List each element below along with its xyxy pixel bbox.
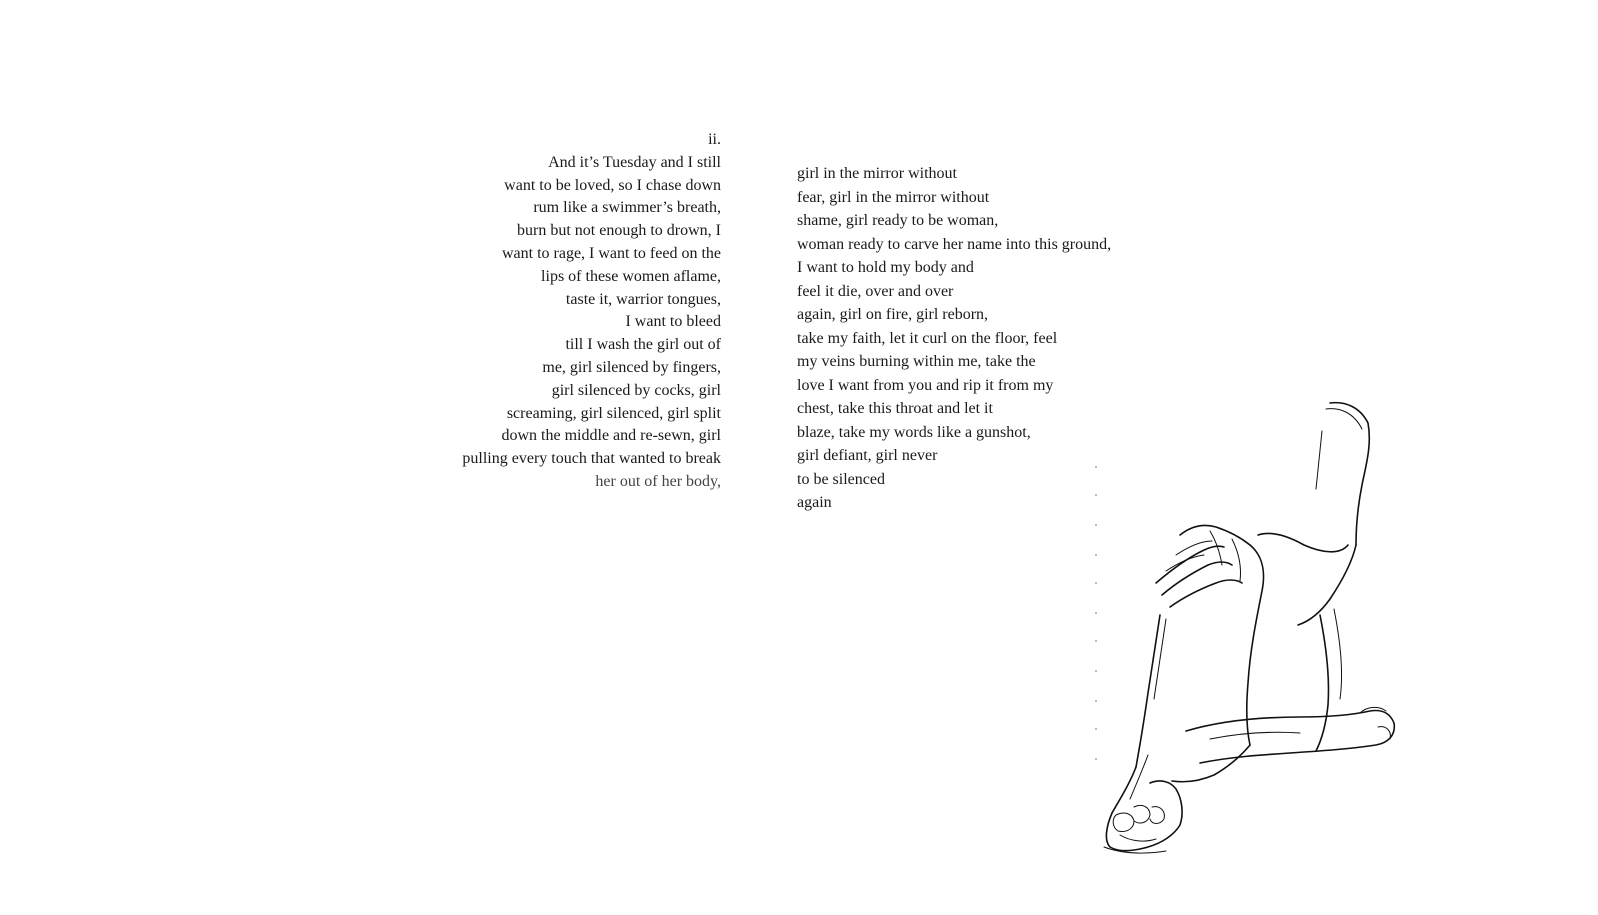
poem-line: taste it, warrior tongues, xyxy=(565,290,721,308)
poem-line: screaming, girl silenced, girl split xyxy=(506,404,721,422)
sketch-guide-dots xyxy=(1095,466,1097,760)
poem-line: down the middle and re-sewn, girl xyxy=(501,427,721,445)
poem-line: woman ready to carve her name into this ground, xyxy=(797,235,1112,253)
poem-line: her out of her body, xyxy=(595,472,721,490)
poem-line: to be silenced xyxy=(797,470,885,488)
poem-line: lips of these women aflame, xyxy=(541,267,721,285)
poem-line: shame, girl ready to be woman, xyxy=(797,212,999,229)
poem-line: girl in the mirror without xyxy=(797,165,957,182)
poem-line: I want to hold my body and xyxy=(797,259,974,276)
poem-line: pulling every touch that wanted to break xyxy=(462,450,721,468)
poem-line: again xyxy=(797,494,832,511)
poem-line: love I want from you and rip it from my xyxy=(797,376,1054,394)
poem-line: girl defiant, girl never xyxy=(797,447,938,464)
poem-line: And it’s Tuesday and I still xyxy=(548,153,721,171)
poem-line: blaze, take my words like a gunshot, xyxy=(797,423,1031,441)
poem-line: till I wash the girl out of xyxy=(565,336,721,354)
seated-figure-sketch-icon xyxy=(1090,395,1405,855)
poem-line: feel it die, over and over xyxy=(797,282,954,300)
poem-line: want to be loved, so I chase down xyxy=(504,176,721,194)
poem-line: my veins burning within me, take the xyxy=(797,353,1036,370)
poem-line: I want to bleed xyxy=(625,313,721,331)
section-number: ii. xyxy=(708,131,721,148)
poem-line: again, girl on fire, girl reborn, xyxy=(797,306,989,323)
poem-left-column xyxy=(462,129,721,494)
poem-line: chest, take this throat and let it xyxy=(797,400,993,417)
poem-line: rum like a swimmer’s breath, xyxy=(533,199,721,217)
poem-right-column xyxy=(797,162,1111,515)
poem-line: take my faith, let it curl on the floor, feel xyxy=(797,329,1058,347)
poem-line: want to rage, I want to feed on the xyxy=(501,244,721,262)
poem-line: me, girl silenced by fingers, xyxy=(542,358,721,376)
poem-line: girl silenced by cocks, girl xyxy=(551,381,721,399)
poem-line: fear, girl in the mirror without xyxy=(797,188,990,206)
poem-line: burn but not enough to drown, I xyxy=(517,222,721,240)
